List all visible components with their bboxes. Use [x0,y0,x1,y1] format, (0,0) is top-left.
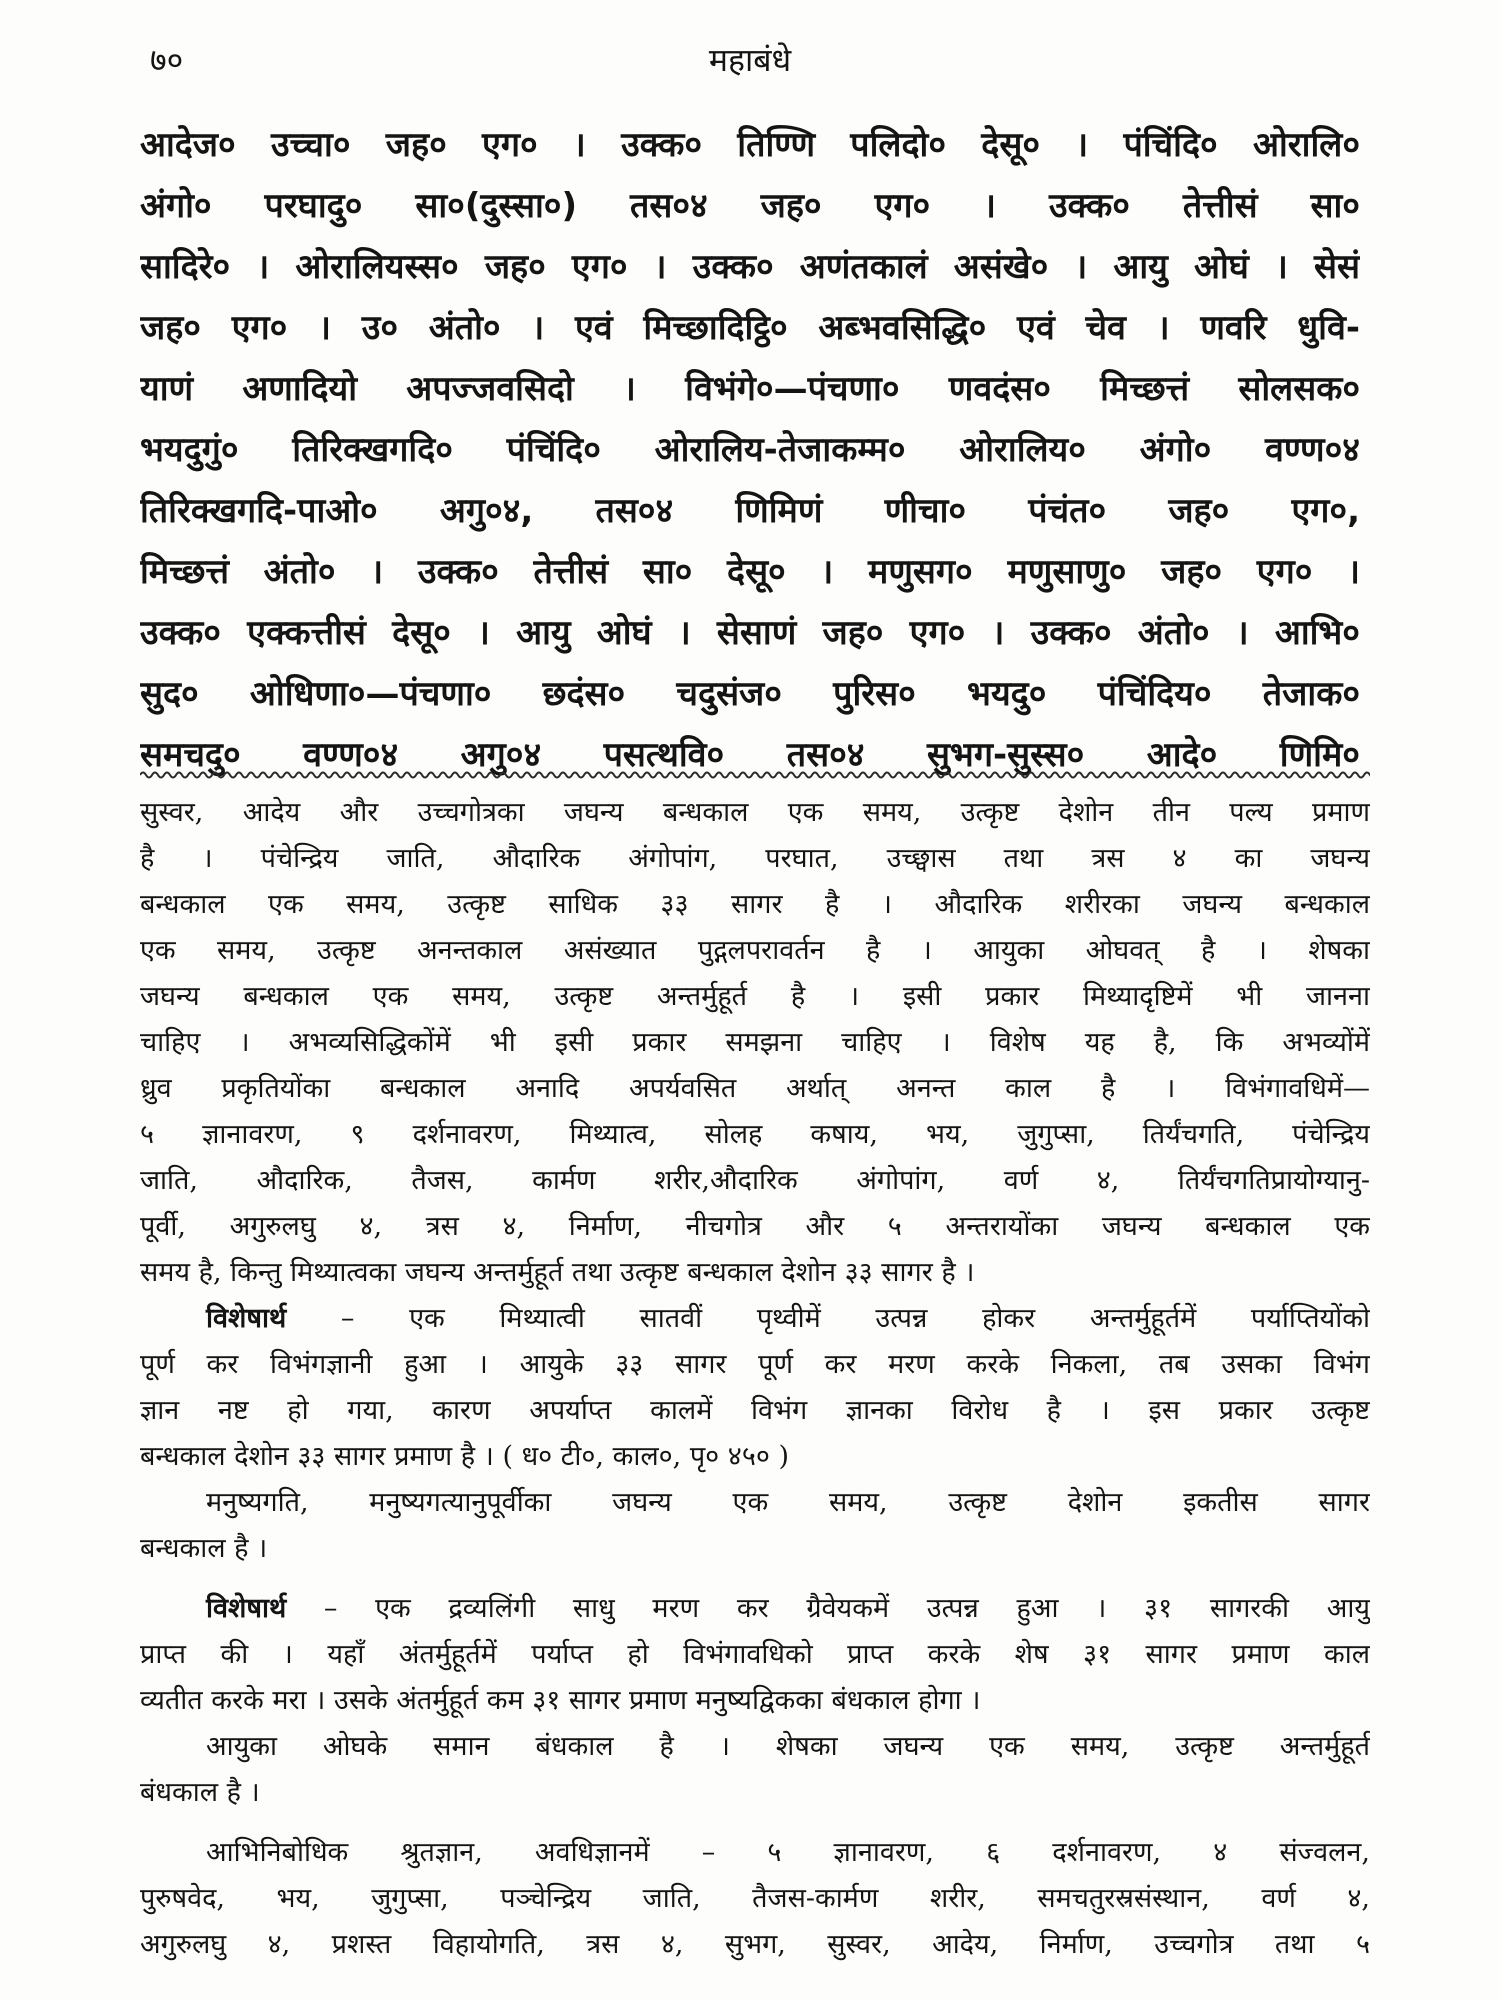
commentary-line: बंधकाल है । [140,1777,260,1808]
commentary-line: पुरुषवेद, भय, जुगुप्सा, पञ्चेन्द्रिय जाति, तैजस-कार्मण शरीर, समचतुरस्रसंस्थान, वर्ण ४, [140,1883,1370,1914]
explanation-line [140,1586,1370,1632]
prakrit-line: सादिरे० । ओरालियस्स० जह० एग० । उक्क० अणंतकालं असंखे० । आयु ओघं । सेसं [140,247,1360,287]
explanation-line: ज्ञान नष्ट हो गया, कारण अपर्याप्त कालमें विभंग ज्ञानका विरोध है । इस प्रकार उत्कृष्ट [140,1395,1370,1426]
prakrit-line: जह० एग० । उ० अंतो० । एवं मिच्छादिट्ठि० अब्भवसिद्धि० एवं चेव । णवरि धुवि- [140,308,1360,348]
prakrit-line: मिच्छत्तं अंतो० । उक्क० तेत्तीसं सा० देसू० । मणुसग० मणुसाणु० जह० एग० । [140,552,1360,592]
commentary-line: सुस्वर, आदेय और उच्चगोत्रका जघन्य बन्धकाल एक समय, उत्कृष्ट देशोन तीन पल्य प्रमाण [140,797,1370,828]
prakrit-text [140,115,1360,786]
commentary-line: बन्धकाल है । [140,1533,268,1564]
hindi-commentary [140,790,1370,1968]
page-header [140,30,1360,90]
prakrit-line: याणं अणादियो अपज्जवसिदो । विभंगे०—पंचणा० णवदंस० मिच्छत्तं सोलसक० [140,369,1360,409]
commentary-line: पूर्वी, अगुरुलघु ४, त्रस ४, निर्माण, नीचगोत्र और ५ अन्तरायोंका जघन्य बन्धकाल एक [140,1211,1370,1242]
commentary-line: जघन्य बन्धकाल एक समय, उत्कृष्ट अन्तर्मुहूर्त है । इसी प्रकार मिथ्यादृष्टिमें भी जानना [140,981,1370,1012]
explanation-heading: विशेषार्थ [206,1593,287,1624]
paragraph-gap [140,1816,1370,1830]
commentary-line: है । पंचेन्द्रिय जाति, औदारिक अंगोपांग, परघात, उच्छ्वास तथा त्रस ४ का जघन्य [140,843,1370,874]
explanation-line: पूर्ण कर विभंगज्ञानी हुआ । आयुके ३३ सागर पूर्ण कर मरण करके निकला, तब उसका विभंग [140,1349,1370,1380]
commentary-line: आयुका ओघके समान बंधकाल है । शेषका जघन्य एक समय, उत्कृष्ट अन्तर्मुहूर्त [206,1731,1370,1762]
page-number: ७० [150,41,184,79]
paragraph-gap [140,1572,1370,1586]
prakrit-line: समचदु० वण्ण०४ अगु०४ पसत्थवि० तस०४ सुभग-सुस्स० आदे० णिमि० [140,735,1360,775]
explanation-line: प्राप्त की । यहाँ अंतर्मुहूर्तमें पर्याप्त हो विभंगावधिको प्राप्त करके शेष ३१ सागर प्रमाण काल [140,1639,1370,1670]
wavy-divider [140,768,1370,782]
explanation-text: – एक द्रव्यलिंगी साधु मरण कर ग्रैवेयकमें उत्पन्न हुआ । ३१ सागरकी आयु [286,1593,1370,1624]
commentary-line: जाति, औदारिक, तैजस, कार्मण शरीर,औदारिक अंगोपांग, वर्ण ४, तिर्यंचगतिप्रायोग्यानु- [140,1165,1370,1196]
commentary-line: आभिनिबोधिक श्रुतज्ञान, अवधिज्ञानमें – ५ ज्ञानावरण, ६ दर्शनावरण, ४ संज्वलन, [206,1837,1370,1868]
prakrit-line: भयदुगुं० तिरिक्खगदि० पंचिंदि० ओरालिय-तेजाकम्म० ओरालिय० अंगो० वण्ण०४ [140,430,1360,470]
commentary-line: एक समय, उत्कृष्ट अनन्तकाल असंख्यात पुद्गलपरावर्तन है । आयुका ओघवत् है । शेषका [140,935,1370,966]
running-title: महाबंधे [708,41,792,79]
explanation-line: व्यतीत करके मरा । उसके अंतर्मुहूर्त कम ३१ सागर प्रमाण मनुष्यद्विकका बंधकाल होगा । [140,1685,981,1716]
explanation-heading: विशेषार्थ [206,1303,287,1334]
prakrit-line: तिरिक्खगदि-पाओ० अगु०४, तस०४ णिमिणं णीचा० पंचंत० जह० एग०, [140,491,1360,531]
prakrit-line: उक्क० एक्कत्तीसं देसू० । आयु ओघं । सेसाणं जह० एग० । उक्क० अंतो० । आभि० [140,613,1360,653]
explanation-line [140,1296,1370,1342]
commentary-line: अगुरुलघु ४, प्रशस्त विहायोगति, त्रस ४, सुभग, सुस्वर, आदेय, निर्माण, उच्चगोत्र तथा ५ [140,1929,1370,1960]
commentary-line: ध्रुव प्रकृतियोंका बन्धकाल अनादि अपर्यवसित अर्थात् अनन्त काल है । विभंगावधिमें— [140,1073,1370,1104]
explanation-text: – एक मिथ्यात्वी सातवीं पृथ्वीमें उत्पन्न होकर अन्तर्मुहूर्तमें पर्याप्तियोंको [286,1303,1370,1334]
prakrit-line: अंगो० परघादु० सा०(दुस्सा०) तस०४ जह० एग० । उक्क० तेत्तीसं सा० [140,186,1360,226]
commentary-line: बन्धकाल एक समय, उत्कृष्ट साधिक ३३ सागर है । औदारिक शरीरका जघन्य बन्धकाल [140,889,1370,920]
commentary-line: मनुष्यगति, मनुष्यगत्यानुपूर्वीका जघन्य एक समय, उत्कृष्ट देशोन इकतीस सागर [206,1487,1370,1518]
prakrit-line: सुद० ओधिणा०—पंचणा० छदंस० चदुसंज० पुरिस० भयदु० पंचिंदिय० तेजाक० [140,674,1360,714]
prakrit-line: आदेज० उच्चा० जह० एग० । उक्क० तिण्णि पलिदो० देसू० । पंचिंदि० ओरालि० [140,125,1360,165]
commentary-line: समय है, किन्तु मिथ्यात्वका जघन्य अन्तर्मुहूर्त तथा उत्कृष्ट बन्धकाल देशोन ३३ सागर है । [140,1257,975,1288]
explanation-line: बन्धकाल देशोन ३३ सागर प्रमाण है । ( ध० टी०, काल०, पृ० ४५० ) [140,1441,790,1472]
commentary-line: ५ ज्ञानावरण, ९ दर्शनावरण, मिथ्यात्व, सोलह कषाय, भय, जुगुप्सा, तिर्यंचगति, पंचेन्द्रिय [140,1119,1370,1150]
commentary-line: चाहिए । अभव्यसिद्धिकोंमें भी इसी प्रकार समझना चाहिए । विशेष यह है, कि अभव्योंमें [140,1027,1370,1058]
